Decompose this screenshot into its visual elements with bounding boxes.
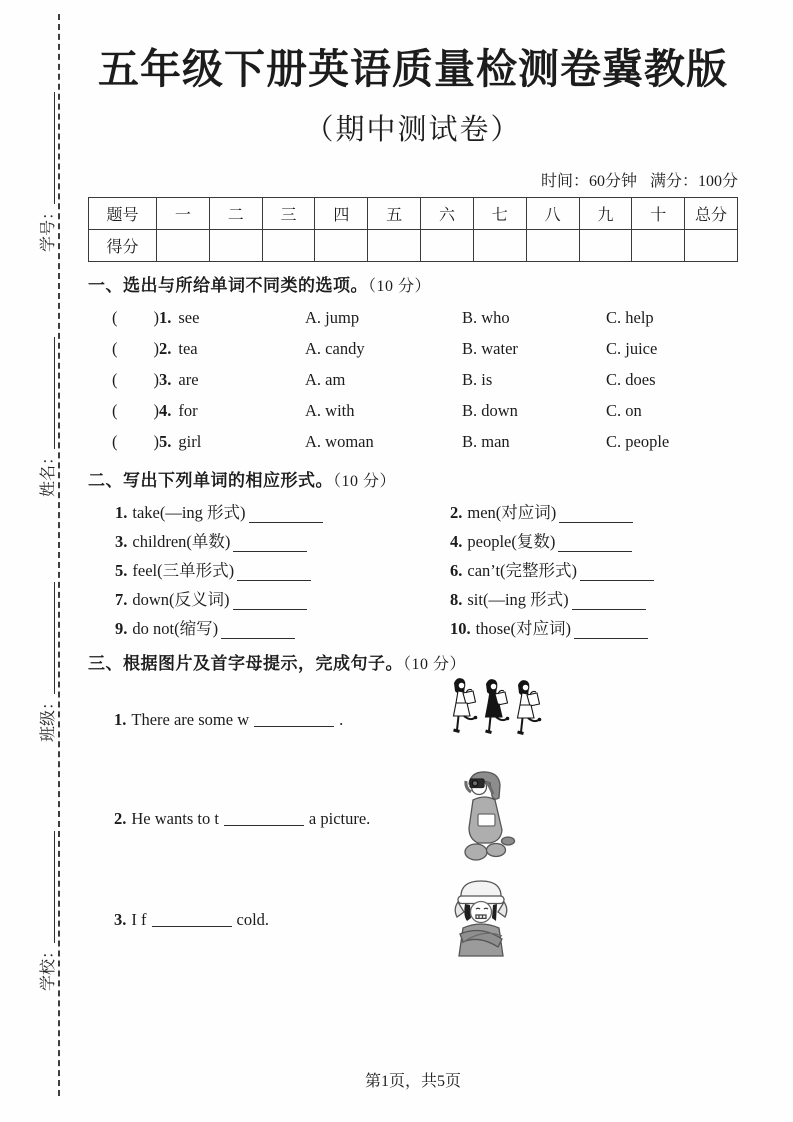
score-cell: [262, 230, 315, 262]
col-2: 二: [209, 198, 262, 230]
stem-word: tea: [178, 338, 198, 358]
score-cell: [368, 230, 421, 262]
section2-heading: 二、写出下列单词的相应形式。（10 分）: [88, 471, 397, 490]
question-row: ( )1. see A. jump B. who C. help: [88, 302, 738, 333]
page-title: 五年级下册英语质量检测卷冀教版: [98, 46, 728, 92]
school-blank: [51, 831, 55, 943]
section3-score: （10 分）: [403, 656, 467, 673]
student-id-blank: [51, 92, 55, 204]
word-form-item: 1. take(—ing 形式): [115, 495, 450, 524]
option-c: C. on: [606, 400, 642, 420]
class-blank: [51, 582, 55, 694]
section2-items: [88, 495, 738, 640]
section1-score: （10 分）: [368, 278, 432, 295]
stem-word: girl: [178, 431, 202, 451]
score-table: [88, 197, 738, 262]
score-row: [89, 230, 738, 262]
score-cell: [579, 230, 632, 262]
word-form-item: 3. children(单数): [115, 524, 450, 553]
col-8: 八: [526, 198, 579, 230]
score-cell: [685, 230, 738, 262]
answer-blank: [580, 568, 654, 581]
col-4: 四: [315, 198, 368, 230]
question-number-row: [89, 198, 738, 230]
word-form-item: 10. those(对应词): [450, 611, 738, 640]
option-c: C. help: [606, 307, 654, 327]
sentence-item: 3. I f cold.: [88, 872, 738, 968]
answer-blank: [224, 813, 304, 826]
stem-word: see: [178, 307, 200, 327]
class-label: 班级：: [40, 694, 57, 743]
answer-blank: [233, 539, 307, 552]
score-header: 得分: [89, 230, 157, 262]
word-form-item: 7. down(反义词): [115, 582, 450, 611]
option-a: A. with: [305, 400, 355, 420]
section1-questions: [88, 302, 738, 457]
answer-blank: [152, 914, 232, 927]
option-a: A. candy: [305, 338, 365, 358]
question-row: ( )5. girl A. woman B. man C. people: [88, 426, 738, 457]
word-form-item: 8. sit(—ing 形式): [450, 582, 738, 611]
word-form-item: 5. feel(三单形式): [115, 553, 450, 582]
answer-blank: [559, 510, 633, 523]
word-form-item: 2. men(对应词): [450, 495, 738, 524]
student-name-label: 姓名：: [40, 449, 57, 498]
option-a: A. jump: [305, 307, 360, 327]
col-5: 五: [368, 198, 421, 230]
section3-heading: 三、根据图片及首字母提示，完成句子。（10 分）: [88, 654, 467, 673]
score-cell: [421, 230, 474, 262]
option-b: B. water: [462, 338, 518, 358]
section2-score: （10 分）: [333, 473, 397, 490]
option-c: C. people: [606, 431, 670, 451]
student-id-field: [2, 72, 58, 272]
binding-dashed-line: [58, 14, 60, 1096]
section1-heading: 一、选出与所给单词不同类的选项。（10 分）: [88, 276, 432, 295]
word-form-item: 9. do not(缩写): [115, 611, 450, 640]
sentence-item: 2. He wants to t a picture.: [88, 766, 738, 872]
answer-blank: [254, 714, 334, 727]
col-10: 十: [632, 198, 685, 230]
word-form-item: 6. can’t(完整形式): [450, 553, 738, 582]
col-3: 三: [262, 198, 315, 230]
stem-word: for: [178, 400, 198, 420]
option-b: B. down: [462, 400, 518, 420]
score-cell: [157, 230, 210, 262]
question-row: ( )2. tea A. candy B. water C. juice: [88, 333, 738, 364]
time-limit: 时间：60分钟: [540, 173, 637, 190]
exam-meta: [88, 168, 738, 191]
option-a: A. am: [305, 369, 346, 389]
option-c: C. juice: [606, 338, 658, 358]
school-field: [2, 811, 58, 1011]
school-label: 学校：: [40, 943, 57, 992]
answer-blank: [558, 539, 632, 552]
option-b: B. is: [462, 369, 493, 389]
answer-blank: [237, 568, 311, 581]
col-total: 总分: [685, 198, 738, 230]
option-b: B. who: [462, 307, 510, 327]
answer-blank: [233, 597, 307, 610]
page-number: 第1页，共5页: [364, 1073, 461, 1090]
student-id-label: 学号：: [40, 204, 57, 253]
child-in-winter-hat-feeling-cold-image: [444, 876, 520, 962]
student-name-field: [2, 317, 58, 517]
answer-blank: [574, 626, 648, 639]
answer-blank: [572, 597, 646, 610]
col-1: 一: [157, 198, 210, 230]
student-name-blank: [51, 337, 55, 449]
answer-blank: [249, 510, 323, 523]
question-number-header: 题号: [89, 198, 157, 230]
three-women-with-shopping-bags-image: [446, 676, 542, 764]
sentence-item: 1. There are some w .: [88, 674, 738, 766]
score-cell: [315, 230, 368, 262]
score-cell: [209, 230, 262, 262]
col-7: 七: [473, 198, 526, 230]
option-b: B. man: [462, 431, 510, 451]
score-cell: [632, 230, 685, 262]
class-field: [2, 562, 58, 762]
option-c: C. does: [606, 369, 656, 389]
col-9: 九: [579, 198, 632, 230]
option-a: A. woman: [305, 431, 374, 451]
child-kneeling-taking-photo-image: [452, 768, 520, 870]
page-subtitle: （期中测试卷）: [304, 114, 522, 146]
score-cell: [526, 230, 579, 262]
col-6: 六: [421, 198, 474, 230]
question-row: ( )4. for A. with B. down C. on: [88, 395, 738, 426]
word-form-item: 4. people(复数): [450, 524, 738, 553]
stem-word: are: [178, 369, 199, 389]
score-cell: [473, 230, 526, 262]
answer-blank: [221, 626, 295, 639]
full-score: 满分：100分: [649, 173, 738, 190]
question-row: ( )3. are A. am B. is C. does: [88, 364, 738, 395]
exam-paper: [88, 0, 738, 1090]
